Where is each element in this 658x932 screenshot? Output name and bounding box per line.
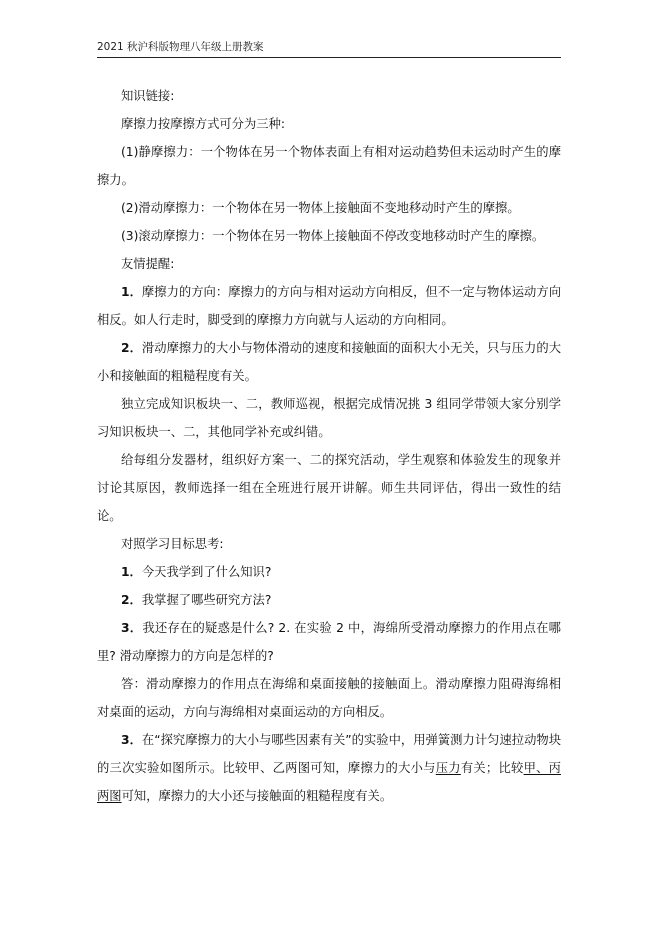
item-text: 滑动摩擦力的大小与物体滑动的速度和接触面的面积大小无关，只与压力的大小和接触面的粗糙程度有关。	[97, 341, 561, 383]
header-title: 2021 秋沪科版物理八年级上册教案	[97, 41, 264, 53]
paragraph-independent-work: 独立完成知识板块一、二，教师巡视，根据完成情况挑 3 组同学带领大家分别学习知识板块一、二，其他同学补充或纠错。	[97, 397, 561, 439]
paragraph-exercise-3	[97, 726, 561, 810]
paragraph-reflection-heading: 对照学习目标思考:	[121, 537, 224, 551]
paragraph-answer: 答：滑动摩擦力的作用点在海绵和桌面接触的接触面上。滑动摩擦力阻碍海绵相对桌面的运动，方向与海绵相对桌面运动的方向相反。	[97, 677, 561, 719]
item-number: 1．	[121, 285, 142, 299]
paragraph-reminder-2	[97, 334, 561, 390]
paragraph-sliding-friction: (2)滑动摩擦力：一个物体在另一物体上接触面不变地移动时产生的摩擦。	[121, 201, 520, 215]
paragraph-reflection-1	[97, 558, 561, 586]
item-number: 3．	[121, 733, 142, 747]
answer-blank-figures: 甲、丙两图	[97, 761, 561, 803]
paragraph-reminder-heading: 友情提醒:	[121, 257, 175, 271]
paragraph-reminder-1	[97, 278, 561, 334]
item-text: 可知，摩擦力的大小还与接触面的粗糙程度有关。	[121, 789, 393, 803]
item-text: 摩擦力的方向：摩擦力的方向与相对运动方向相反，但不一定与物体运动方向相反。如人行走时，脚受到的摩擦力方向就与人运动的方向相同。	[97, 285, 561, 327]
item-text: 今天我学到了什么知识?	[141, 565, 272, 579]
page-header	[97, 37, 561, 58]
paragraph-group-activity: 给每组分发器材，组织好方案一、二的探究活动，学生观察和体验发生的现象并讨论其原因，教师选择一组在全班进行展开讲解。师生共同评估，得出一致性的结论。	[97, 453, 561, 523]
item-text: 在“探究摩擦力的大小与哪些因素有关”的实验中，用弹簧测力计匀速拉动物块的三次实验如图所示。比较甲、乙两图可知，摩擦力的大小与	[97, 733, 561, 775]
paragraph-static-friction: (1)静摩擦力：一个物体在另一个物体表面上有相对运动趋势但未运动时产生的摩擦力。	[97, 145, 561, 187]
answer-blank-pressure: 压力	[435, 761, 461, 775]
item-number: 3．	[121, 621, 143, 635]
item-number: 2．	[121, 593, 142, 607]
paragraph-reflection-3	[97, 614, 561, 670]
paragraph-friction-types-intro: 摩擦力按摩擦方式可分为三种:	[121, 117, 286, 131]
document-body	[97, 82, 561, 810]
item-text: 我还存在的疑惑是什么? 2. 在实验 2 中，海绵所受滑动摩擦力的作用点在哪里? 滑动摩擦力的方向是怎样的?	[97, 621, 561, 663]
paragraph-reflection-2	[97, 586, 561, 614]
item-text: 我掌握了哪些研究方法?	[141, 593, 272, 607]
paragraph-knowledge-link: 知识链接:	[121, 89, 175, 103]
item-number: 1．	[121, 565, 142, 579]
item-number: 2．	[121, 341, 142, 355]
paragraph-rolling-friction: (3)滚动摩擦力：一个物体在另一物体上接触面不停改变地移动时产生的摩擦。	[121, 229, 545, 243]
item-text: 有关；比较	[460, 761, 524, 775]
